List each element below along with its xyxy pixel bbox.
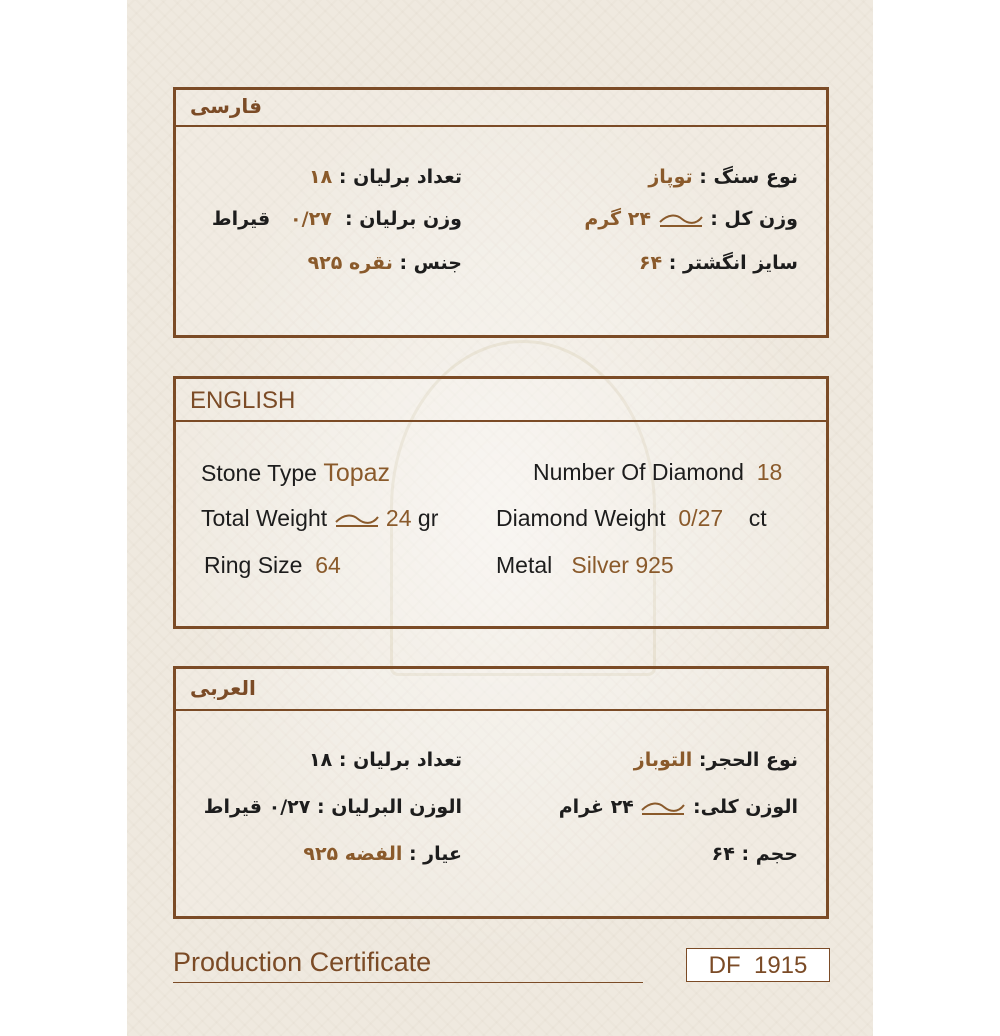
arabic-diamond-count bbox=[309, 749, 462, 771]
arabic-stone-type bbox=[634, 749, 798, 771]
persian-diamond-count-value: ۱۸ bbox=[309, 166, 333, 188]
persian-diamond-count-label: تعداد برلیان : bbox=[338, 166, 462, 188]
persian-panel-header bbox=[176, 90, 826, 127]
english-diamond-weight bbox=[496, 505, 767, 532]
english-diamond-count-label: Number Of Diamond bbox=[533, 459, 744, 485]
arabic-diamond-count-label: تعداد برلیان : bbox=[338, 749, 462, 771]
approx-icon bbox=[658, 213, 704, 227]
english-total-weight bbox=[201, 505, 438, 532]
persian-ring-size-label: سایز انگشتر : bbox=[668, 252, 798, 274]
persian-panel-title: فارسی bbox=[190, 94, 263, 118]
english-ring-size-value: 64 bbox=[315, 552, 341, 578]
persian-diamond-weight-label: وزن برلیان : bbox=[345, 208, 462, 230]
persian-ring-size-value: ۶۴ bbox=[638, 252, 663, 274]
persian-panel bbox=[173, 87, 829, 338]
english-total-weight-unit: gr bbox=[417, 505, 439, 531]
approx-icon bbox=[640, 801, 686, 815]
approx-icon bbox=[334, 513, 380, 527]
persian-metal bbox=[308, 252, 462, 274]
english-panel-title: ENGLISH bbox=[190, 387, 296, 414]
arabic-total-weight bbox=[559, 796, 798, 818]
persian-diamond-weight bbox=[212, 208, 462, 230]
certificate-title: Production Certificate bbox=[173, 947, 432, 977]
arabic-diamond-weight-value: ۰/۲۷ bbox=[268, 796, 311, 818]
footer-divider bbox=[173, 982, 643, 983]
persian-stone-type-value: توپاز bbox=[648, 166, 693, 188]
english-diamond-weight-label: Diamond Weight bbox=[496, 505, 666, 531]
english-diamond-weight-value: 0/27 bbox=[678, 505, 724, 531]
arabic-ring-size-value: ۶۴ bbox=[711, 843, 735, 865]
persian-total-weight-label: وزن کل : bbox=[710, 208, 798, 230]
english-metal bbox=[496, 552, 674, 579]
arabic-panel bbox=[173, 666, 829, 919]
certificate-code: DF 1915 bbox=[686, 948, 830, 982]
persian-metal-value: نقره ۹۲۵ bbox=[307, 252, 393, 274]
english-panel bbox=[173, 376, 829, 629]
arabic-diamond-weight-unit: قیراط bbox=[203, 796, 262, 818]
arabic-panel-header bbox=[176, 669, 826, 711]
arabic-stone-type-value: التوباز bbox=[633, 749, 693, 771]
persian-ring-size bbox=[639, 252, 798, 274]
persian-metal-label: جنس : bbox=[399, 252, 462, 274]
arabic-stone-type-label: نوع الحجر: bbox=[698, 749, 798, 771]
persian-total-weight bbox=[584, 208, 798, 230]
arabic-panel-title: العربی bbox=[190, 676, 256, 700]
arabic-metal-value: الفضه ۹۲۵ bbox=[303, 843, 403, 865]
persian-diamond-count bbox=[309, 166, 462, 188]
english-metal-value: Silver 925 bbox=[571, 552, 674, 578]
arabic-ring-size-label: حجم : bbox=[741, 843, 798, 865]
english-stone-type bbox=[201, 459, 390, 488]
english-diamond-count bbox=[533, 459, 782, 486]
arabic-diamond-count-value: ۱۸ bbox=[309, 749, 333, 771]
arabic-diamond-weight-label: الوزن البرلیان : bbox=[316, 796, 462, 818]
english-diamond-weight-unit: ct bbox=[748, 505, 767, 531]
english-ring-size bbox=[204, 552, 341, 579]
arabic-diamond-weight bbox=[204, 796, 462, 818]
english-stone-type-label: Stone Type bbox=[201, 460, 317, 486]
english-diamond-count-value: 18 bbox=[756, 459, 783, 485]
persian-stone-type bbox=[648, 166, 798, 188]
persian-stone-type-label: نوع سنگ : bbox=[699, 166, 798, 188]
arabic-total-weight-label: الوزن کلی: bbox=[693, 796, 798, 818]
arabic-ring-size bbox=[712, 843, 798, 865]
english-total-weight-value: 24 bbox=[385, 505, 412, 531]
english-total-weight-label: Total Weight bbox=[201, 505, 328, 531]
persian-total-weight-value: ۲۴ گرم bbox=[584, 208, 651, 230]
persian-diamond-weight-value: ۰/۲۷ bbox=[290, 208, 332, 230]
arabic-metal-label: عیار : bbox=[408, 843, 462, 865]
english-panel-header bbox=[176, 379, 826, 422]
english-stone-type-value: Topaz bbox=[323, 459, 391, 487]
arabic-total-weight-value: ۲۴ غرام bbox=[558, 796, 634, 818]
english-metal-label: Metal bbox=[496, 552, 553, 578]
persian-diamond-weight-unit: قیراط bbox=[211, 208, 271, 230]
english-ring-size-label: Ring Size bbox=[204, 552, 303, 578]
arabic-metal bbox=[303, 843, 462, 865]
